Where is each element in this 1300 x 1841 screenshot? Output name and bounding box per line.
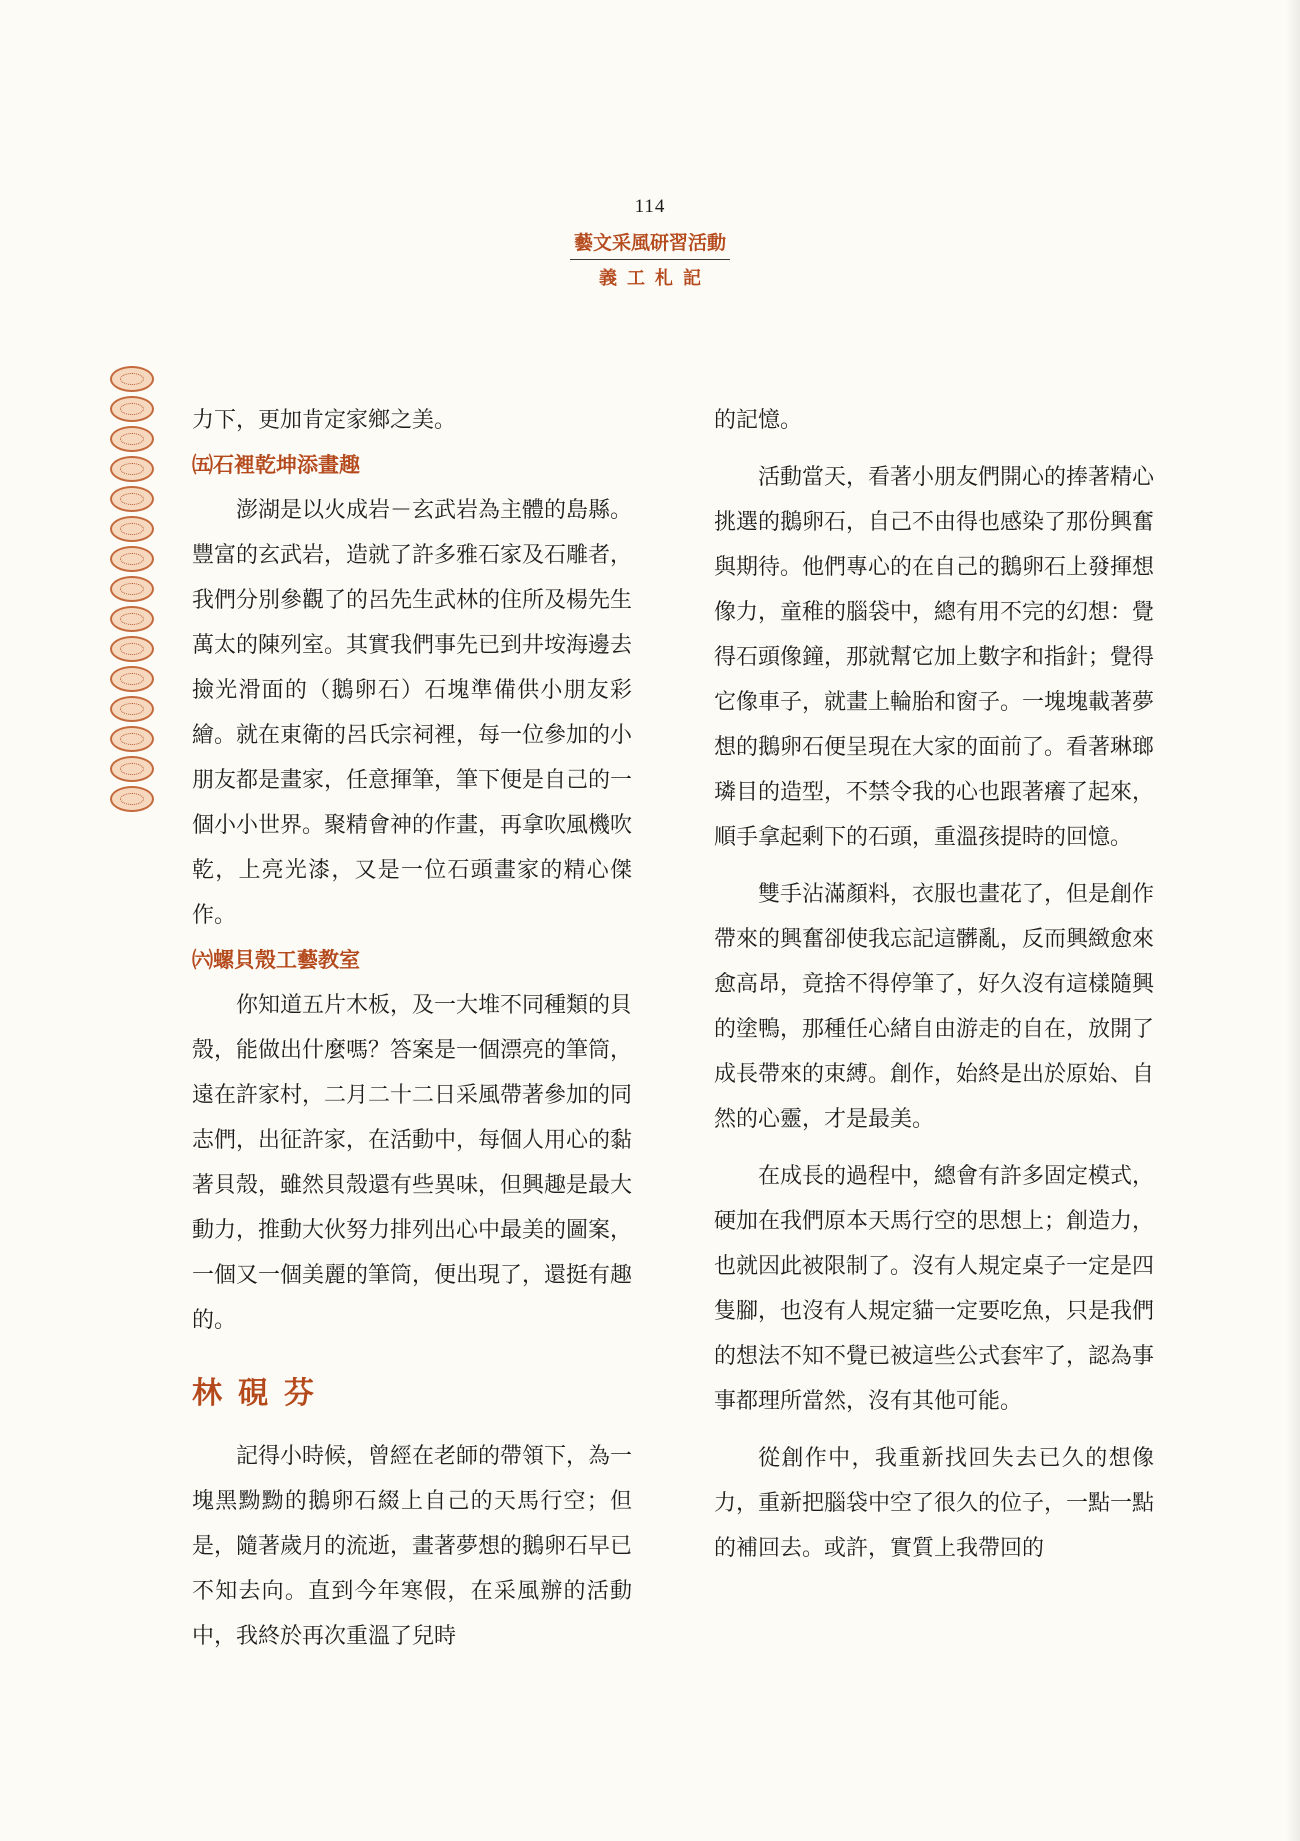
header-subtitle-row	[0, 264, 1300, 290]
seal-ornament-icon	[110, 456, 154, 482]
paragraph-continuation: 的記憶。	[714, 408, 803, 433]
seal-ornament-icon	[110, 396, 154, 422]
paragraph-childhood-memory: 記得小時候，曾經在老師的帶領下，為一塊黑黝黝的鵝卵石綴上自己的天馬行空；但是，隨著歲月的流逝，畫著夢想的鵝卵石早已不知去向。直到今年寒假，在采風辦的活動中，我終於再次重溫了兒時	[192, 1444, 633, 1649]
seal-ornament-icon	[110, 426, 154, 452]
seal-ornament-icon	[110, 546, 154, 572]
section-heading-shell-craft: ㈥螺貝殼工藝教室	[192, 948, 360, 972]
seal-ornament-icon	[110, 366, 154, 392]
seal-ornament-icon	[110, 696, 154, 722]
section-heading-stone-painting: ㈤石裡乾坤添畫趣	[192, 453, 360, 477]
paragraph-continuation: 力下，更加肯定家鄉之美。	[192, 408, 457, 433]
seal-ornament-icon	[110, 666, 154, 692]
seal-ornament-icon	[110, 486, 154, 512]
header-subtitle: 義工札記	[599, 268, 711, 289]
seal-ornament-icon	[110, 786, 154, 812]
left-column	[192, 398, 632, 1659]
decorative-seal-strip	[110, 366, 156, 816]
seal-ornament-icon	[110, 756, 154, 782]
seal-ornament-icon	[110, 606, 154, 632]
page-number: 114	[634, 196, 666, 217]
paragraph-painting-joy: 雙手沾滿顏料，衣服也畫花了，但是創作帶來的興奮卻使我忘記這髒亂，反而興緻愈來愈高昂，竟捨不得停筆了，好久沒有這樣隨興的塗鴨，那種任心緒自由游走的自在，放開了成長帶來的束縛。創作，始終是出於原始、自然的心靈，才是最美。	[714, 882, 1155, 1132]
paragraph-shell-craft: 你知道五片木板，及一大堆不同種類的貝殼，能做出什麼嗎？答案是一個漂亮的筆筒，遠在許家村，二月二十二日采風帶著參加的同志們，出征許家，在活動中，每個人用心的黏著貝殼，雖然貝殼還有些異味，但興趣是最大動力，推動大伙努力排列出心中最美的圖案，一個又一個美麗的筆筒，便出現了，還挺有趣的。	[192, 993, 633, 1333]
seal-ornament-icon	[110, 576, 154, 602]
paragraph-stone-painting: 澎湖是以火成岩－玄武岩為主體的島縣。豐富的玄武岩，造就了許多雅石家及石雕者，我們分別參觀了的呂先生武林的住所及楊先生萬太的陳列室。其實我們事先已到井垵海邊去撿光滑面的（鵝卵石）石塊準備供小朋友彩繪。就在東衛的呂氏宗祠裡，每一位參加的小朋友都是畫家，任意揮筆，筆下便是自己的一個小小世界。聚精會神的作畫，再拿吹風機吹乾，上亮光漆，又是一位石頭畫家的精心傑作。	[192, 498, 633, 928]
seal-ornament-icon	[110, 516, 154, 542]
right-column	[714, 398, 1154, 1571]
seal-ornament-icon	[110, 636, 154, 662]
paragraph-imagination: 從創作中，我重新找回失去已久的想像力，重新把腦袋中空了很久的位子，一點一點的補回去。或許，實質上我帶回的	[714, 1446, 1155, 1561]
seal-ornament-icon	[110, 726, 154, 752]
paragraph-activity-day: 活動當天，看著小朋友們開心的捧著精心挑選的鵝卵石，自己不由得也感染了那份興奮與期待。他們專心的在自己的鵝卵石上發揮想像力，童稚的腦袋中，總有用不完的幻想：覺得石頭像鐘，那就幫它加上數字和指針；覺得它像車子，就畫上輪胎和窗子。一塊塊載著夢想的鵝卵石便呈現在大家的面前了。看著琳瑯璘目的造型，不禁令我的心也跟著癢了起來，順手拿起剩下的石頭，重溫孩提時的回憶。	[714, 465, 1155, 850]
header-title: 藝文采風研習活動	[570, 228, 730, 260]
page-header	[0, 196, 1300, 290]
author-name: 林硯芬	[192, 1376, 330, 1411]
paragraph-growing-up: 在成長的過程中，總會有許多固定模式，硬加在我們原本天馬行空的思想上；創造力，也就因此被限制了。沒有人規定桌子一定是四隻腳，也沒有人規定貓一定要吃魚，只是我們的想法不知不覺已被這些公式套牢了，認為事事都理所當然，沒有其他可能。	[714, 1164, 1155, 1414]
